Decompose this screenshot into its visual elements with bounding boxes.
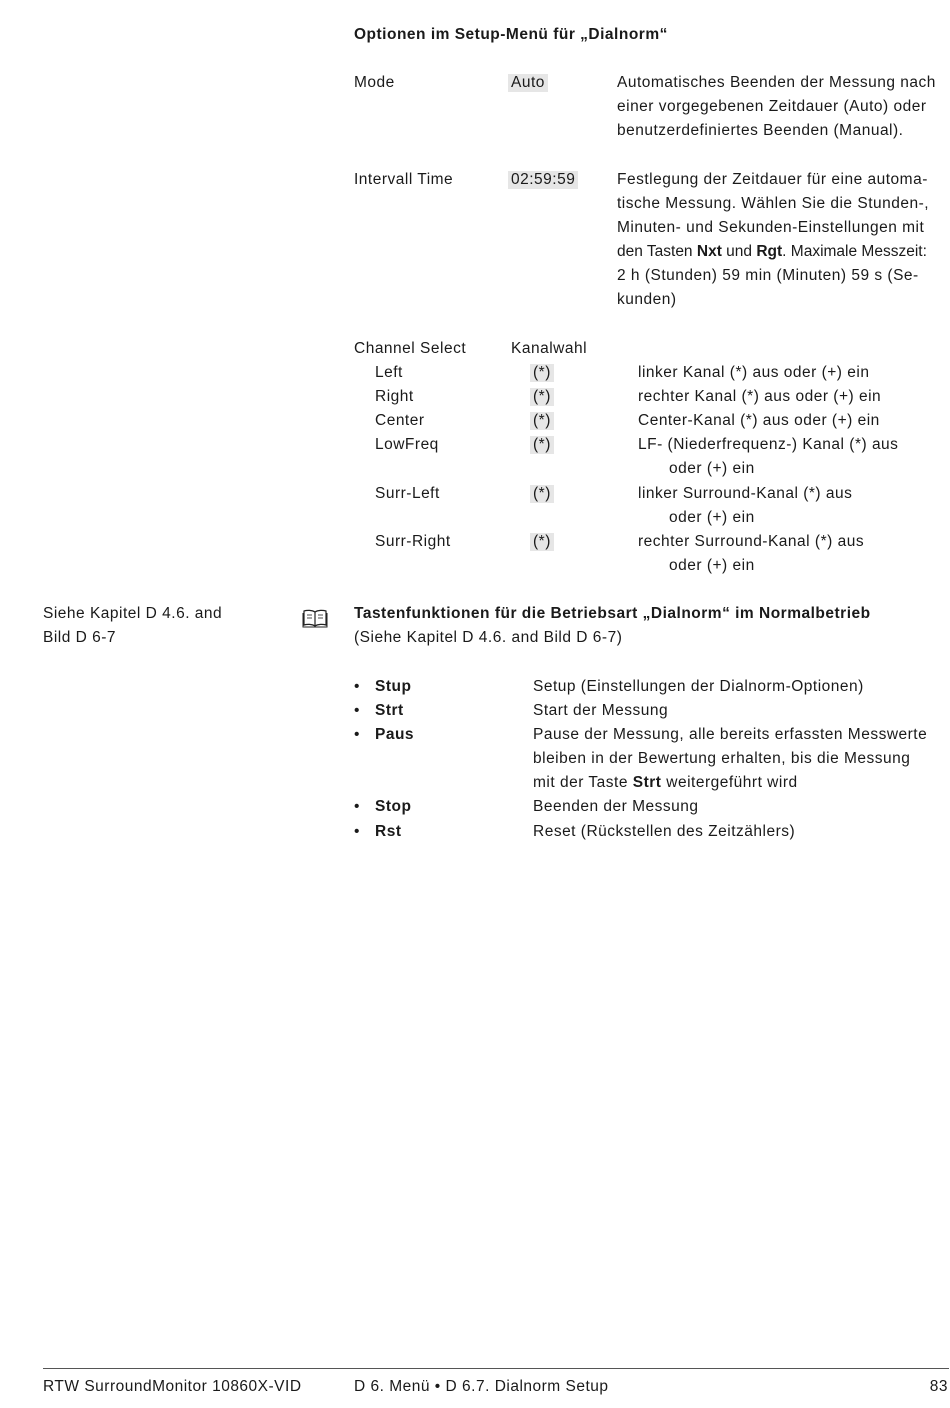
mode-description	[617, 71, 936, 143]
interval-desc-line: Minuten- und Sekunden-Einstellungen mit	[617, 219, 925, 236]
key-desc-post: weitergeführt wird	[661, 774, 798, 791]
setup-heading: Optionen im Setup-Menü für „Dialnorm“	[354, 26, 668, 43]
interval-description	[617, 168, 929, 312]
mode-desc-line: benutzerdefiniertes Beenden (Manual).	[617, 122, 904, 139]
bullet: •	[354, 678, 360, 695]
interval-desc-line: Festlegung der Zeitdauer für eine automa-	[617, 171, 928, 188]
mode-desc-line: Automatisches Beenden der Messung nach	[617, 74, 936, 91]
key-rgt: Rgt	[756, 243, 783, 260]
channel-desc-lowfreq: LF- (Niederfrequenz-) Kanal (*) aus	[638, 436, 899, 453]
footer-section: D 6. Menü • D 6.7. Dialnorm Setup	[354, 1378, 609, 1395]
key-desc-pre: mit der Taste	[533, 774, 633, 791]
footer-divider	[43, 1368, 949, 1369]
side-note-line: Siehe Kapitel D 4.6. and	[43, 605, 223, 622]
side-note-line: Bild D 6-7	[43, 629, 117, 646]
channel-value-surr-left: (*)	[530, 485, 554, 503]
key-name: Stop	[375, 798, 412, 815]
key-strt-inline: Strt	[632, 774, 662, 791]
channel-desc-surr-left-cont: oder (+) ein	[669, 509, 755, 526]
key-description	[533, 774, 798, 792]
channel-desc-lowfreq-cont: oder (+) ein	[669, 460, 755, 477]
key-description: Beenden der Messung	[533, 798, 699, 815]
key-description: Reset (Rückstellen des Zeitzählers)	[533, 823, 796, 840]
channel-desc-surr-right: rechter Surround-Kanal (*) aus	[638, 533, 865, 550]
channel-desc-left: linker Kanal (*) aus oder (+) ein	[638, 364, 870, 381]
interval-desc-mid: und	[721, 243, 757, 260]
interval-desc-pre: den Tasten	[617, 243, 697, 260]
key-name: Rst	[375, 823, 402, 840]
interval-desc-line: tische Messung. Wählen Sie die Stunden-,	[617, 195, 930, 212]
keys-heading: Tastenfunktionen für die Betriebsart „Dialnorm“ im Normalbetrieb	[354, 605, 871, 622]
key-description: Setup (Einstellungen der Dialnorm-Optionen)	[533, 678, 864, 695]
bullet: •	[354, 702, 360, 719]
interval-label: Intervall Time	[354, 171, 454, 188]
key-nxt: Nxt	[696, 243, 722, 260]
interval-desc-line	[617, 240, 929, 264]
key-name: Stup	[375, 678, 412, 695]
channel-select-label: Channel Select	[354, 340, 467, 357]
interval-desc-line: 2 h (Stunden) 59 min (Minuten) 59 s (Se-	[617, 267, 919, 284]
footer-product: RTW SurroundMonitor 10860X-VID	[43, 1378, 302, 1395]
channel-value-center: (*)	[530, 412, 554, 430]
key-description: Start der Messung	[533, 702, 669, 719]
side-note	[43, 602, 222, 650]
channel-value-left: (*)	[530, 364, 554, 382]
channel-select-header: Kanalwahl	[511, 340, 588, 357]
interval-desc-line: kunden)	[617, 291, 677, 308]
channel-name-right: Right	[375, 388, 414, 405]
channel-name-left: Left	[375, 364, 403, 381]
channel-name-lowfreq: LowFreq	[375, 436, 439, 453]
bullet: •	[354, 726, 360, 743]
page-number: 83	[929, 1378, 948, 1395]
key-name: Paus	[375, 726, 415, 743]
key-description: bleiben in der Bewertung erhalten, bis die Messung	[533, 750, 911, 767]
channel-desc-center: Center-Kanal (*) aus oder (+) ein	[638, 412, 880, 429]
bullet: •	[354, 823, 360, 840]
channel-value-surr-right: (*)	[530, 533, 554, 551]
mode-desc-line: einer vorgegebenen Zeitdauer (Auto) oder	[617, 98, 927, 115]
bullet: •	[354, 798, 360, 815]
channel-desc-surr-right-cont: oder (+) ein	[669, 557, 755, 574]
book-icon	[302, 608, 328, 633]
key-name: Strt	[375, 702, 404, 719]
interval-desc-post: . Maximale Messzeit:	[782, 243, 927, 260]
mode-value: Auto	[508, 74, 548, 92]
channel-desc-right: rechter Kanal (*) aus oder (+) ein	[638, 388, 882, 405]
channel-value-right: (*)	[530, 388, 554, 406]
channel-desc-surr-left: linker Surround-Kanal (*) aus	[638, 485, 853, 502]
channel-value-lowfreq: (*)	[530, 436, 554, 454]
keys-subheading: (Siehe Kapitel D 4.6. and Bild D 6-7)	[354, 629, 623, 646]
channel-name-center: Center	[375, 412, 425, 429]
channel-name-surr-left: Surr-Left	[375, 485, 440, 502]
interval-value: 02:59:59	[508, 171, 578, 189]
mode-label: Mode	[354, 74, 395, 91]
key-description: Pause der Messung, alle bereits erfassten Messwerte	[533, 726, 928, 743]
channel-name-surr-right: Surr-Right	[375, 533, 451, 550]
